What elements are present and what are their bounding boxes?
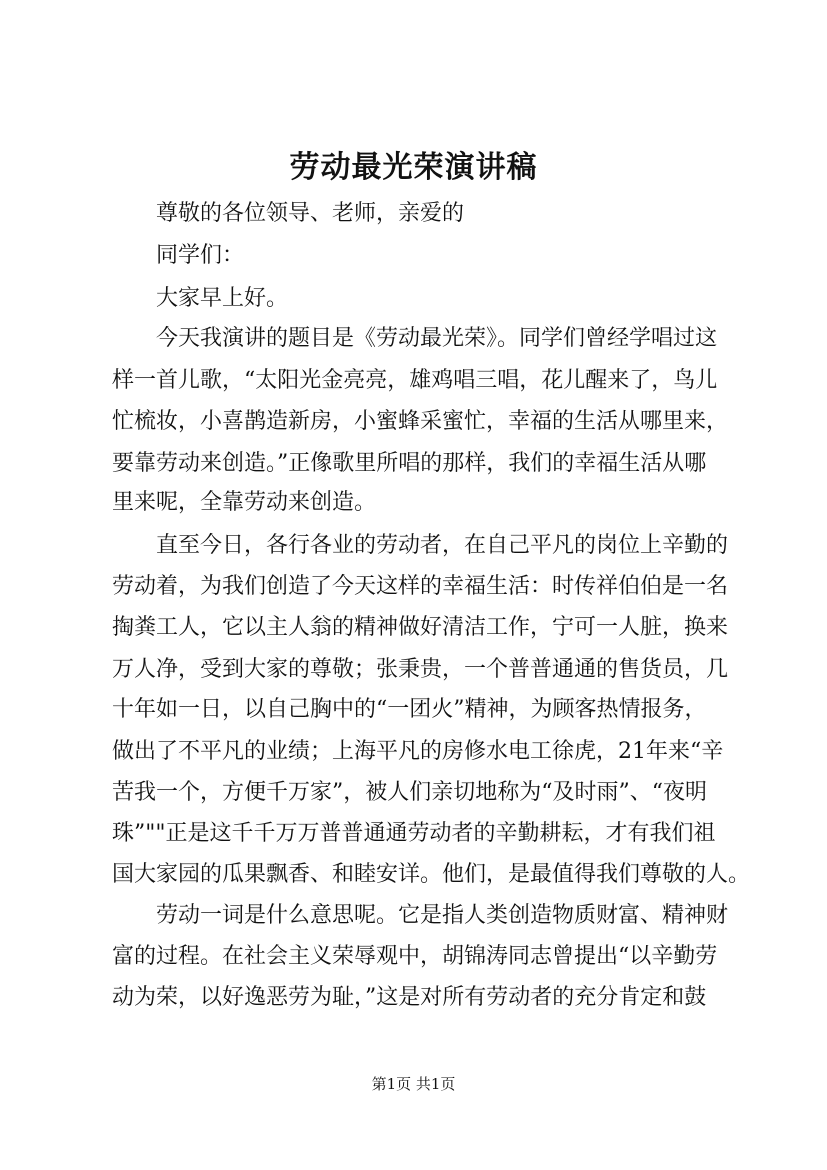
paragraph-line: 珠”""正是这千千万万普普通通劳动者的辛勤耕耘，才有我们祖 bbox=[112, 821, 716, 846]
paragraph-line: 动为荣，以好逸恶劳为耻，”这是对所有劳动者的充分肯定和鼓 bbox=[112, 985, 707, 1010]
salutation-line-2: 同学们： bbox=[156, 243, 245, 268]
paragraph-line: 掏粪工人，它以主人翁的精神做好清洁工作，宁可一人脏，换来 bbox=[112, 615, 729, 640]
paragraph-line: 做出了不平凡的业绩；上海平凡的房修水电工徐虎，21年来“辛 bbox=[112, 739, 724, 764]
paragraph-line: 直至今日，各行各业的劳动者，在自己平凡的岗位上辛勤的 bbox=[156, 533, 729, 558]
paragraph-line: 今天我演讲的题目是《劳动最光荣》。同学们曾经学唱过这 bbox=[156, 326, 718, 351]
paragraph-line: 苦我一个，方便千万家”，被人们亲切地称为“及时雨”、“夜明 bbox=[112, 780, 707, 805]
paragraph-line: 劳动着，为我们创造了今天这样的幸福生活：时传祥伯伯是一名 bbox=[112, 574, 729, 599]
greeting-line: 大家早上好。 bbox=[156, 286, 289, 311]
paragraph-line: 里来呢，全靠劳动来创造。 bbox=[112, 490, 377, 515]
document-title: 劳动最光荣演讲稿 bbox=[289, 150, 538, 185]
page-footer: 第1页 共1页 bbox=[371, 1075, 456, 1093]
paragraph-line: 忙梳妆，小喜鹊造新房，小蜜蜂采蜜忙，幸福的生活从哪里来， bbox=[112, 409, 729, 434]
paragraph-line: 国大家园的瓜果飘香、和睦安详。他们，是最值得我们尊敬的人。 bbox=[112, 862, 751, 887]
paragraph-line: 十年如一日，以自己胸中的“一团火”精神，为顾客热情报务， bbox=[112, 697, 707, 722]
salutation-line-1: 尊敬的各位领导、老师，亲爱的 bbox=[156, 201, 465, 226]
paragraph-line: 万人净，受到大家的尊敬；张秉贵，一个普普通通的售货员，几 bbox=[112, 657, 729, 682]
paragraph-line: 要靠劳动来创造。”正像歌里所唱的那样，我们的幸福生活从哪 bbox=[112, 451, 707, 476]
paragraph-line: 劳动一词是什么意思呢。它是指人类创造物质财富、精神财 bbox=[156, 903, 729, 928]
paragraph-line: 样一首儿歌，“太阳光金亮亮，雄鸡唱三唱，花儿醒来了，鸟儿 bbox=[112, 368, 718, 393]
paragraph-line: 富的过程。在社会主义荣辱观中，胡锦涛同志曾提出“以辛勤劳 bbox=[112, 944, 718, 969]
